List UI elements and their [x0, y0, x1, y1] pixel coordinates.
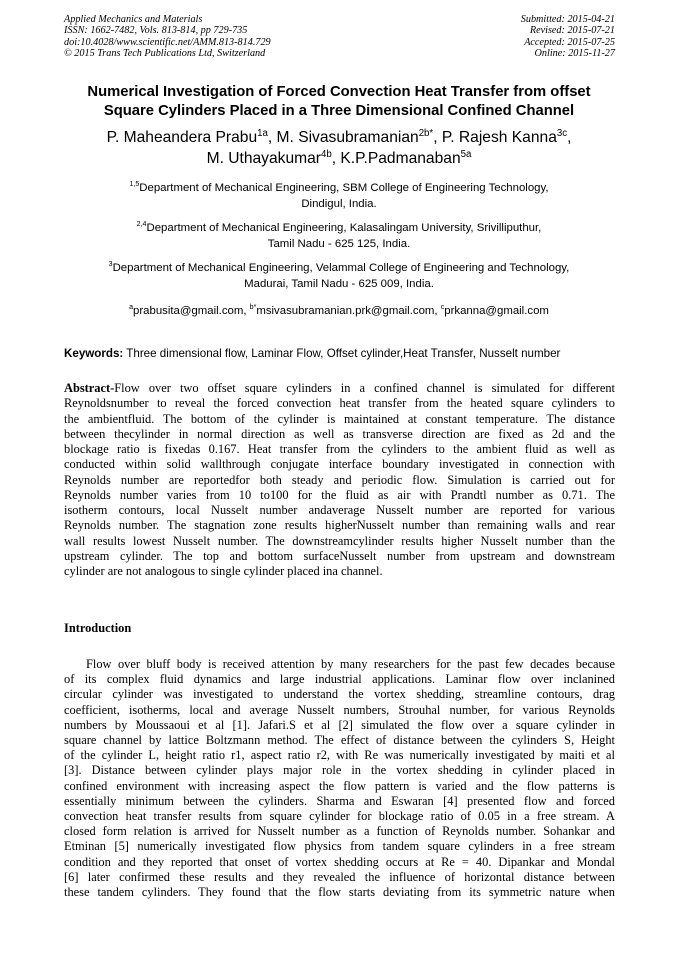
abstract-line: wall results lowest Nusselt number. The downstreamcylinder results higher Nusselt number than the — [64, 533, 615, 548]
body-line: square channel by lattice Boltzmann method. The effect of distance between the cylinders S, Height — [64, 733, 615, 748]
title-line-2: Square Cylinders Placed in a Three Dimensional Confined Channel — [103, 103, 575, 119]
affiliation-text: Department of Mechanical Engineering, Kalasalingam University, Srivilliputhur, — [146, 222, 542, 234]
email-line — [50, 303, 628, 319]
affiliation-text: Department of Mechanical Engineering, SBM College of Engineering Technology, — [139, 182, 549, 194]
author-name: , M. Sivasubramanian — [267, 129, 419, 146]
email-mark: b* — [249, 304, 257, 312]
affiliation-city: Dindigul, India. — [301, 198, 377, 211]
abstract-line: the ambientfluid. The bottom of the cylinder is maintained at constant temperature. The distance — [64, 411, 615, 426]
copyright-line: © 2015 Trans Tech Publications Ltd, Switzerland — [64, 48, 266, 60]
affiliation-city: Madurai, Tamil Nadu - 625 009, India. — [244, 278, 434, 291]
title-line-1: Numerical Investigation of Forced Convection Heat Transfer from offset — [87, 84, 591, 100]
abstract-line — [64, 381, 615, 396]
body-line: condition and they reported that onset of vortex shedding occurs at Re = 40. Dipankar and Mondal — [64, 854, 615, 869]
keywords-label: Keywords: — [64, 347, 124, 360]
body-line: numbers by Moussaoui et al [1]. Jafari.S et al [2] simulated the flow over a square cylinder in — [64, 717, 615, 732]
abstract — [64, 381, 615, 579]
abstract-line: cylinder are not analogous to single cylinder placed ina channel. — [64, 564, 383, 578]
abstract-line: conducted within solid wallthrough conjugate interface boundary investigated in connection with — [64, 457, 615, 472]
email-address: msivasubramanian.prk@gmail.com, — [256, 305, 441, 317]
journal-info — [64, 14, 271, 60]
body-line: essentially minimum between the cylinders. Sharma and Eswaran [4] presented flow and forced — [64, 793, 615, 808]
abstract-line: isotherm contours, local Nusselt number andaverage Nusselt number are reported for various — [64, 503, 615, 517]
email-mark: c — [440, 304, 445, 312]
affiliation-line — [50, 260, 628, 276]
affiliation-city: Tamil Nadu - 625 125, India. — [267, 238, 411, 251]
abstract-line: blockage ratio is fixedas 0.167. Heat transfer from the cylinders to the ambient fluid as well as — [64, 442, 615, 456]
revised-date: Revised: 2015-07-21 — [529, 25, 615, 37]
email-address: prabusita@gmail.com, — [133, 305, 250, 317]
body-line: of its complex fluid dynamics and large industrial applications. Laminar flow over inclanined — [64, 672, 615, 687]
abstract-line: Reynolds number varies from 10 to100 for the fluid as air with Prandtl number as 0.71. The — [64, 487, 615, 502]
abstract-line: upstream cylinder. The top and bottom surfaceNusselt number from upstream and downstream — [64, 548, 615, 563]
body-line: convection heat transfer results from square cylinder for blockage ratio of 0.05 in a free stream. A — [64, 809, 615, 824]
body-line: closed form relation is arrived for Nusselt number as a function of Reynolds number. Sohankar and — [64, 824, 615, 839]
affiliation-1 — [50, 180, 628, 212]
author-affiliation-mark: 1a — [257, 127, 268, 139]
affiliation-mark: 2,4 — [136, 221, 147, 229]
body-line: [6] later confirmed these results and they revealed the influence of horizontal distance between — [64, 869, 615, 884]
author-name: , P. Rajesh Kanna — [433, 129, 557, 146]
introduction-body — [64, 657, 615, 900]
body-line: [3]. Distance between cylinder plays major role in the vortex shedding in cylinder placed in — [64, 763, 615, 778]
body-line: coefficient, isotherms, local and average Nusselt numbers, Strouhal number, for various Reynolds — [64, 702, 615, 717]
author-affiliation-mark: 3c — [556, 127, 568, 139]
issn-line: ISSN: 1662-7482, Vols. 813-814, pp 729-735 — [64, 25, 248, 37]
submitted-date: Submitted: 2015-04-21 — [520, 14, 615, 25]
email-address: prkanna@gmail.com — [444, 305, 549, 317]
email-list — [50, 303, 628, 319]
affiliation-line — [50, 180, 628, 196]
publication-dates — [521, 14, 615, 60]
keywords-text: Three dimensional flow, Laminar Flow, Offset cylinder,Heat Transfer, Nusselt number — [123, 347, 561, 360]
affiliation-2 — [50, 220, 628, 252]
affiliation-3 — [50, 260, 628, 292]
author-affiliation-mark: 5a — [460, 148, 472, 160]
author-name: , K.P.Padmanaban — [331, 150, 461, 167]
body-line: circular cylinder was investigated to understand the vortex shedding, streamline contours, drag — [64, 687, 615, 702]
keywords — [64, 347, 624, 361]
body-line: these tandem cylinders. They found that the flow starts deviating from its symmetric nature when — [64, 885, 615, 900]
online-date: Online: 2015-11-27 — [534, 48, 615, 60]
author-affiliation-mark: 2b* — [418, 127, 434, 139]
author-name: P. Maheandera Prabu — [106, 129, 258, 146]
authors-line-2 — [40, 148, 638, 169]
affiliation-mark: 3 — [108, 261, 113, 269]
author-affiliation-mark: 4b — [320, 148, 332, 160]
abstract-line: Reynolds number. The stagnation zone results higherNusselt number than remaining walls and rear — [64, 518, 615, 533]
authors-line-1 — [40, 127, 638, 148]
author-name: M. Uthayakumar — [206, 150, 321, 167]
abstract-line: Reynolds number are reportedfor both steady and periodic flow. Simulation is carried out for — [64, 472, 615, 487]
abstract-label: Abstract- — [64, 381, 115, 395]
affiliation-line — [50, 220, 628, 236]
affiliation-text: Department of Mechanical Engineering, Velammal College of Engineering and Technology, — [112, 262, 570, 274]
body-line: confined environment with increasing aspect the flow pattern is varied and the flow patterns is — [64, 778, 615, 793]
body-line: Flow over bluff body is received attention by many researchers for the past few decades because — [86, 657, 615, 671]
body-line: Etminan [5] numerically investigated flow physics from tandem square cylinders in a free stream — [64, 839, 615, 854]
abstract-line: between thecylinder in normal direction as well as transverse direction are fixed as 2d and the — [64, 426, 615, 441]
author-list — [40, 127, 638, 169]
paper-title — [40, 83, 638, 121]
affiliation-mark: 1,5 — [129, 181, 140, 189]
author-separator: , — [567, 129, 572, 146]
abstract-text: Flow over two offset square cylinders in a confined channel is simulated for different — [114, 381, 615, 395]
email-mark: a — [129, 304, 134, 312]
journal-name: Applied Mechanics and Materials — [64, 14, 203, 25]
section-heading-introduction: Introduction — [64, 621, 132, 635]
body-line: of the cylinder L, height ratio r1, aspect ratio r2, with Re was numerically investigated by maiti et al — [64, 748, 615, 763]
abstract-line: Reynoldsnumber to reveal the forced convection heat transfer from the heated square cylinders to — [64, 396, 615, 411]
doi-line: doi:10.4028/www.scientific.net/AMM.813-814.729 — [64, 36, 271, 48]
accepted-date: Accepted: 2015-07-25 — [524, 36, 615, 48]
